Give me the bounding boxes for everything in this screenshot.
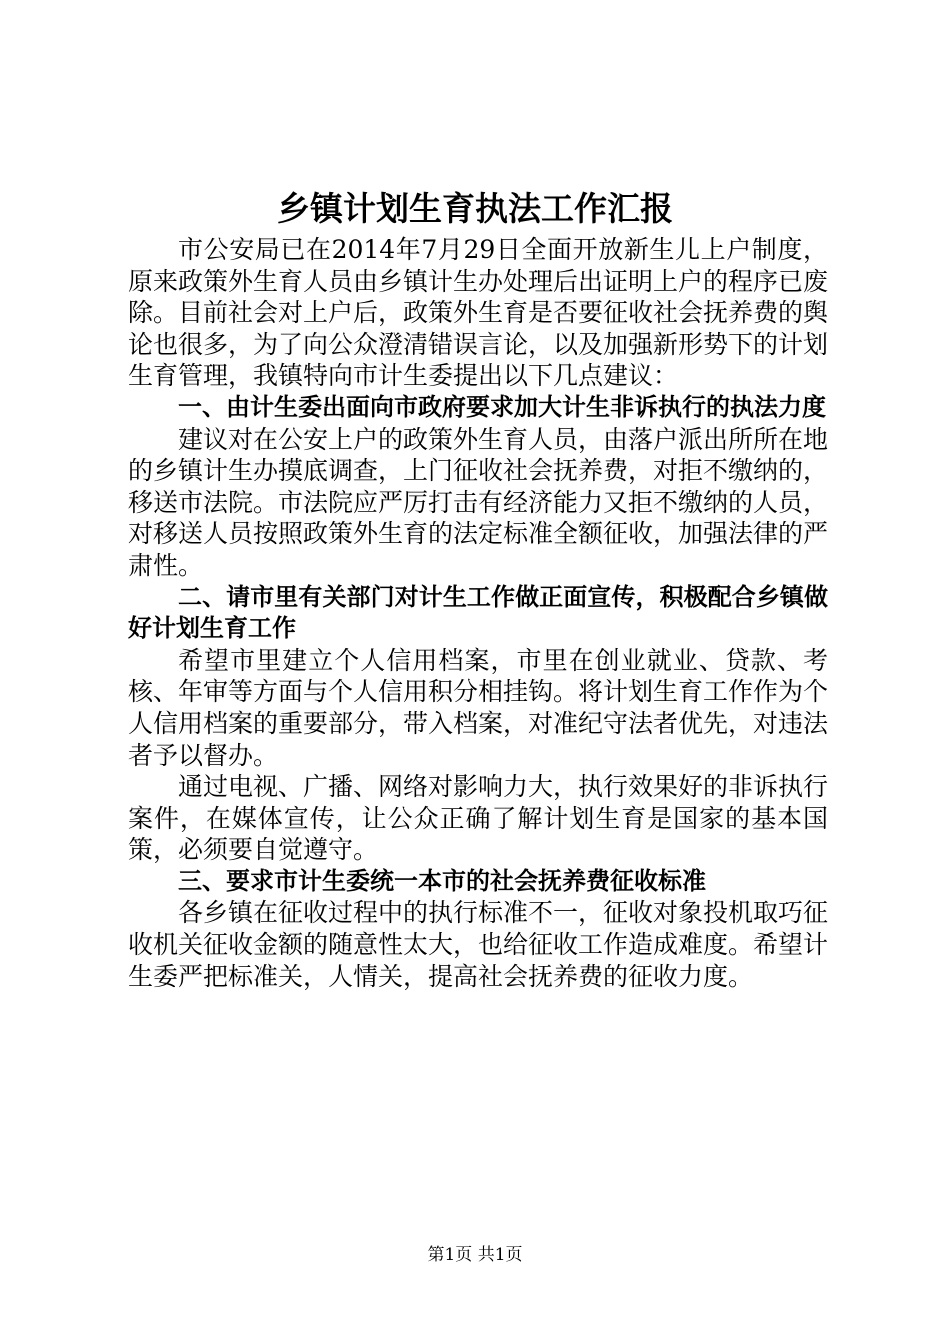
document-title: 乡镇计划生育执法工作汇报 xyxy=(277,189,673,228)
intro-paragraph: 市公安局已在2014年7月29日全面开放新生儿上户制度，原来政策外生育人员由乡镇计生办处理后出证明上户的程序已废除。目前社会对上户后，政策外生育是否要征收社会抚养费的舆论也很多，为了向公众澄清错误言论，以及加强新形势下的计划生育管理，我镇特向市计生委提出以下几点建议： xyxy=(128,235,829,391)
section-heading-3: 三、要求市计生委统一本市的社会抚养费征收标准 xyxy=(178,866,706,895)
document-body xyxy=(128,234,828,992)
section-1-paragraph: 建议对在公安上户的政策外生育人员，由落户派出所所在地的乡镇计生办摸底调查，上门征收社会抚养费，对拒不缴纳的，移送市法院。市法院应严厉打击有经济能力又拒不缴纳的人员，对移送人员按照政策外生育的法定标准全额征收，加强法律的严肃性。 xyxy=(128,424,829,580)
section-2-paragraph-1: 希望市里建立个人信用档案，市里在创业就业、贷款、考核、年审等方面与个人信用积分相挂钩。将计划生育工作作为个人信用档案的重要部分，带入档案，对准纪守法者优先，对违法者予以督办。 xyxy=(128,645,829,770)
section-heading-2: 二、请市里有关部门对计生工作做正面宣传，积极配合乡镇做好计划生育工作 xyxy=(128,582,828,643)
section-3-paragraph: 各乡镇在征收过程中的执行标准不一，征收对象投机取巧征收机关征收金额的随意性太大，也给征收工作造成难度。希望计生委严把标准关，人情关，提高社会抚养费的征收力度。 xyxy=(128,898,829,991)
section-heading-1: 一、由计生委出面向市政府要求加大计生非诉执行的执法力度 xyxy=(178,392,826,421)
page-number-footer: 第1页 共1页 xyxy=(427,1245,523,1265)
section-2-paragraph-2: 通过电视、广播、网络对影响力大，执行效果好的非诉执行案件，在媒体宣传，让公众正确了解计划生育是国家的基本国策，必须要自觉遵守。 xyxy=(128,772,829,865)
